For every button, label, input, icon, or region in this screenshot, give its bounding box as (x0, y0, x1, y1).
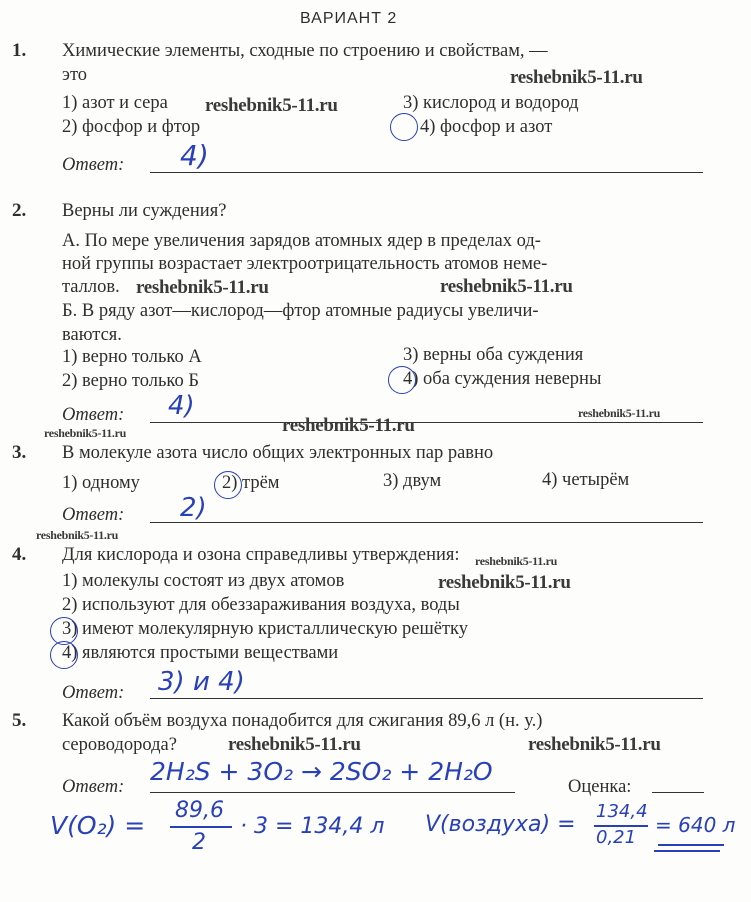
q4-option-4: 4) являются простыми веществами (62, 643, 339, 663)
q4-option-3: 3) имеют молекулярную кристаллическую решётку (62, 619, 469, 639)
handwritten-fraction-denominator: 2 (192, 830, 206, 855)
q1-option-3: 3) кислород и водород (403, 93, 579, 113)
grade-label: Оценка: (568, 777, 632, 797)
q1-text: Химические элементы, сходные по строению и свойствам, — (62, 41, 548, 61)
handwritten-calc: · 3 = 134,4 л (240, 814, 385, 839)
answer-label: Ответ: (62, 777, 125, 797)
q4-option-1: 1) молекулы состоят из двух атомов (62, 571, 345, 591)
answer-line (150, 792, 515, 793)
q1-option-1: 1) азот и сера (62, 93, 168, 113)
q4-text: Для кислорода и озона справедливы утверждения: (62, 545, 460, 565)
watermark: reshebnik5-11.ru (205, 95, 338, 116)
answer-line (150, 522, 703, 523)
handwritten-answer: 3) и 4) (158, 667, 245, 697)
q3-option-3: 3) двум (383, 471, 442, 491)
answer-line (150, 698, 703, 699)
selection-circle (50, 641, 78, 669)
q5-text: сероводорода? (62, 735, 177, 755)
watermark: reshebnik5-11.ru (228, 734, 361, 755)
q2-statement-b: Б. В ряду азот—кислород—фтор атомные радиусы увеличи- (62, 301, 539, 321)
q1-option-2: 2) фосфор и фтор (62, 117, 201, 137)
watermark: reshebnik5-11.ru (282, 415, 415, 436)
q2-statement-a: ной группы возрастает электроотрицательность атомов неме- (62, 254, 548, 274)
q3-number: 3. (12, 442, 27, 463)
answer-label: Ответ: (62, 683, 125, 703)
answer-label: Ответ: (62, 405, 125, 425)
q3-option-4: 4) четырём (542, 470, 630, 490)
watermark: reshebnik5-11.ru (36, 528, 118, 542)
watermark: reshebnik5-11.ru (578, 406, 660, 420)
handwritten-calc: V(воздуха) = (425, 812, 576, 837)
q2-statement-a: А. По мере увеличения зарядов атомных ядер в пределах од- (62, 231, 541, 251)
result-underline (654, 850, 720, 852)
q3-text: В молекуле азота число общих электронных пар равно (62, 443, 494, 463)
selection-circle (388, 366, 416, 394)
watermark: reshebnik5-11.ru (136, 277, 269, 298)
watermark: reshebnik5-11.ru (438, 572, 571, 593)
handwritten-answer: 4) (168, 391, 195, 421)
handwritten-fraction-denominator: 0,21 (596, 827, 637, 848)
q2-option-4: 4) оба суждения неверны (403, 369, 602, 389)
answer-line (150, 422, 703, 423)
handwritten-answer: 2) (180, 493, 207, 523)
q2-number: 2. (12, 200, 27, 221)
q1-option-4: 4) фосфор и азот (420, 117, 553, 137)
watermark: reshebnik5-11.ru (440, 276, 573, 297)
q5-number: 5. (12, 710, 27, 731)
q4-number: 4. (12, 544, 27, 565)
q2-option-3: 3) верны оба суждения (403, 345, 584, 365)
q3-option-2: 2) трём (222, 473, 280, 493)
watermark: reshebnik5-11.ru (475, 554, 557, 568)
selection-circle (214, 471, 242, 499)
watermark: reshebnik5-11.ru (510, 67, 643, 88)
handwritten-result: = 640 л (655, 813, 736, 837)
answer-line (150, 172, 703, 173)
q2-statement-b: ваются. (62, 325, 122, 345)
handwritten-equation: 2H₂S + 3O₂ → 2SO₂ + 2H₂O (150, 757, 493, 786)
watermark: reshebnik5-11.ru (528, 734, 661, 755)
handwritten-calc: V(O₂) = (50, 811, 146, 840)
watermark: reshebnik5-11.ru (44, 426, 126, 440)
q1-number: 1. (12, 40, 27, 61)
q2-option-2: 2) верно только Б (62, 371, 199, 391)
q2-statement-a: таллов. (62, 277, 120, 297)
answer-label: Ответ: (62, 505, 125, 525)
q5-text: Какой объём воздуха понадобится для сжигания 89,6 л (н. у.) (62, 711, 543, 731)
selection-circle (390, 113, 418, 141)
result-underline (658, 844, 724, 846)
answer-label: Ответ: (62, 155, 125, 175)
q2-option-1: 1) верно только А (62, 347, 202, 367)
handwritten-answer: 4) (180, 139, 209, 172)
grade-line (652, 792, 704, 793)
handwritten-fraction-numerator: 134,4 (596, 801, 648, 822)
fraction-bar (170, 826, 232, 828)
q4-option-2: 2) используют для обеззараживания воздуха, воды (62, 595, 460, 615)
handwritten-fraction-numerator: 89,6 (175, 798, 224, 823)
variant-title: ВАРИАНТ 2 (300, 10, 398, 27)
q3-option-1: 1) одному (62, 473, 140, 493)
q2-text: Верны ли суждения? (62, 201, 227, 221)
q1-text: это (62, 65, 88, 85)
